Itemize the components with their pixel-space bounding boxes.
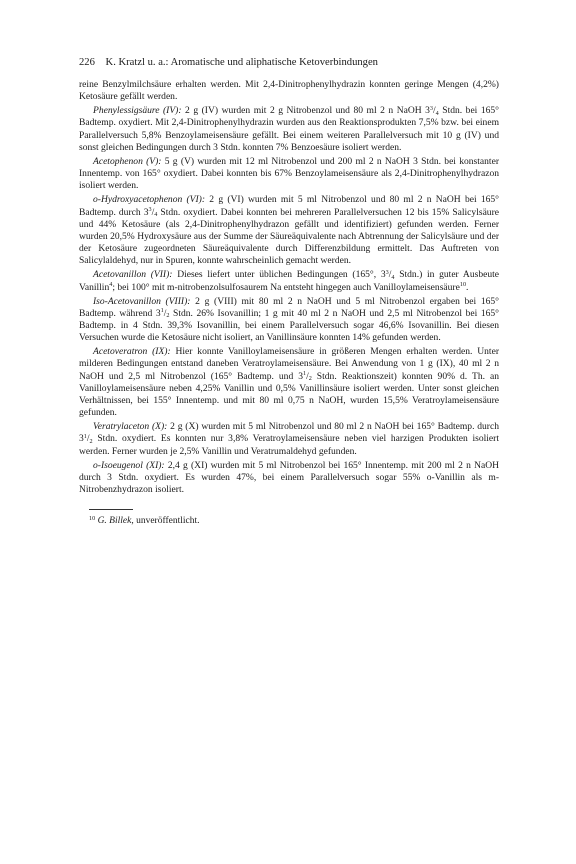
paragraph-text: 2 g (VI) wurden mit 5 ml Nitrobenzol und 80 ml 2 n NaOH bei 165° Badtemp. durch 3 bbox=[79, 194, 499, 218]
compound-heading: Iso-Acetovanillon (VIII): bbox=[93, 295, 191, 307]
compound-heading: Acetovanillon (VII): bbox=[93, 269, 173, 281]
fraction-denominator: 4 bbox=[154, 211, 158, 219]
paragraph-acetovanillon: Acetovanillon (VII): Dieses liefert unter üblichen Bedingungen (165°, $3^3/_4$ Stdn.) in guter Ausbeute Vanillin$^4$; bei 100° mit m-nitrobenzolsulfosaurem Na entsteht hingegen auch Vanilloylameisensäure$^{10}$. bbox=[79, 268, 499, 293]
paragraph-text: reine Benzylmilchsäure erhalten werden. Mit 2,4-Dinitrophenylhydrazin konnten geringe Mengen (4,2%) Ketosäure gefällt werden. bbox=[79, 79, 499, 103]
fraction-denominator: 2 bbox=[308, 375, 312, 383]
paragraph-isoeugenol bbox=[79, 460, 499, 496]
compound-heading: Acetophenon (V): bbox=[93, 155, 162, 167]
paragraph-text: 5 g (V) wurden mit 12 ml Nitrobenzol und 200 ml 2 n NaOH 3 Stdn. bei konstanter Innentemp. von 165° oxydiert. Dabei konnten bis 67% Benzoylameisensäure als 2,4-Dinitrophenylhydrazon isoliert werden. bbox=[79, 155, 500, 192]
paragraph-text: Stdn. oxydiert. Dabei konnten bei mehreren Parallelversuchen 12 bis 15% Salicylsäure und 44% Ketosäure (als 2,4-Dinitrophenylhydrazon gefällt und identifiziert) gefunden werden. Ferner wurden 20,5% Hydroxysäure aus der Summe der Säureäquivalente nach Abtrennung der Salicylsäure und der der Ketosäure zugeordneten Säureäquivalente durch Differenzbildung ermittelt. Das Auftreten von Salicylaldehyd, nur in Spuren, konnte wahrscheinlich gemacht werden. bbox=[79, 206, 499, 267]
fraction-numerator: 3 bbox=[429, 104, 433, 112]
fraction-numerator: 3 bbox=[148, 205, 152, 213]
paragraph-text: . bbox=[466, 281, 469, 293]
footnote bbox=[79, 515, 499, 527]
paragraph-text: ; bei 100° mit m-nitrobenzolsulfosaurem Na entsteht hingegen auch Vanilloylameisensäure bbox=[112, 281, 460, 293]
fraction-numerator: 3 bbox=[385, 268, 389, 276]
paragraph-text: 2 g (VIII) mit 80 ml 2 n NaOH und 5 ml Nitrobenzol ergaben bei 165° Badtemp. während 3 bbox=[79, 295, 499, 319]
fraction-numerator: 1 bbox=[160, 307, 164, 315]
paragraph-text: 2 g (X) wurden mit 5 ml Nitrobenzol und 80 ml 2 n NaOH bei 165° Badtemp. durch 3 bbox=[79, 421, 499, 445]
paragraph-text: Dieses liefert unter üblichen Bedingungen (165°, 3 bbox=[172, 269, 386, 281]
running-title: K. Kratzl u. a.: Aromatische und aliphatische Ketoverbindungen bbox=[105, 57, 378, 68]
footnote-divider bbox=[89, 509, 133, 510]
fraction-denominator: 4 bbox=[435, 109, 439, 117]
compound-heading: Veratrylaceton (X): bbox=[93, 421, 168, 433]
paragraph-text: Stdn. 26% Isovanillin; 1 g mit 40 ml 2 n NaOH und 2,5 ml Nitrobenzol bei 165° Badtemp. in 4 Stdn. 39,3% Isovanillin, bei einem Parallelversuch sogar 46,6% Isovanillin. Bei diesen Versuchen wurde die Ketosäure nicht isoliert, an Vanillinsäure konnten 14% gefunden werden. bbox=[79, 307, 499, 344]
fraction-denominator: 2 bbox=[166, 312, 170, 320]
fraction-numerator: 1 bbox=[302, 370, 307, 377]
document-page bbox=[79, 56, 499, 527]
paragraph-text: Stdn. oxydiert. Es konnten nur 3,8% Veratroylameisensäure neben viel harzigen Produkten isoliert werden. Ferner wurden je 2,5% Vanillin und Veratrumaldehyd gefunden. bbox=[79, 433, 499, 457]
reference-marker: 4 bbox=[109, 280, 113, 288]
fraction-numerator: 1 bbox=[83, 432, 87, 440]
paragraph-text: Stdn. bei 165° Badtemp. oxydiert. Mit 2,4-Dinitrophenylhydrazin wurden aus den Reaktionsprodukten 7,5% bzw. bei einem Parallelversuch 5,8% Benzoylameisensäure gefällt. Bei einem weiteren Parallelversuch mit 10 g (IV) und sonst gleichen Bedingungen durch 3 Stdn. konnten 7% Benzoesäure isoliert werden. bbox=[79, 105, 499, 153]
compound-heading: Phenylessigsäure (IV): bbox=[93, 105, 182, 117]
page-header bbox=[79, 56, 499, 69]
paragraph-hydroxyacetophenon: o-Hydroxyacetophenon (VI): 2 g (VI) wurden mit 5 ml Nitrobenzol und 80 ml 2 n NaOH bei 165° Badtemp. durch $3^3/_4$ Stdn. oxydiert. Dabei konnten bei mehreren Parallelversuchen 12 bis 15% Salicylsäure und 44% Ketosäure (als 2,4-Dinitrophenylhydrazon gefällt und identifiziert) gefunden werden. Ferner wurden 20,5% Hydroxysäure aus der Summe der Säureäquivalente nach Abtrennung der Salicylsäure und der der Ketosäure zugeordneten Säureäquivalente durch Differenzbildung ermittelt. Das Auftreten von Salicylaldehyd, nur in Spuren, konnte wahrscheinlich gemacht werden. bbox=[79, 194, 499, 267]
footnote-number: 10 bbox=[89, 514, 96, 522]
paragraph-text: Hier konnte Vanilloylameisensäure in größeren Mengen erhalten werden. Unter milderen Bedingungen entstand daneben Veratroylameisensäure. Bei Anwendung von 1 g (IX), 40 ml 2 n NaOH und 2,5 ml Nitrobenzol (165° Badtemp. und 3 bbox=[79, 346, 499, 382]
fraction-denominator: 2 bbox=[89, 437, 93, 445]
paragraph-iso-acetovanillon: Iso-Acetovanillon (VIII): 2 g (VIII) mit 80 ml 2 n NaOH und 5 ml Nitrobenzol ergaben bei 165° Badtemp. während $3^1/_2$ Stdn. 26% Isovanillin; 1 g mit 40 ml 2 n NaOH und 2,5 ml Nitrobenzol bei 165° Badtemp. in 4 Stdn. 39,3% Isovanillin, bei einem Parallelversuch sogar 46,6% Isovanillin. Bei diesen Versuchen wurde die Ketosäure nicht isoliert, an Vanillinsäure konnten 14% gefunden werden. bbox=[79, 295, 499, 344]
footnote-author: G. Billek bbox=[97, 516, 132, 527]
footnote-text: , unveröffentlicht. bbox=[131, 516, 200, 527]
paragraph-text: 2 g (IV) wurden mit 2 g Nitrobenzol und 80 ml 2 n NaOH 3 bbox=[181, 105, 430, 117]
paragraph-text: Stdn.) in guter Ausbeute Vanillin bbox=[79, 269, 499, 293]
paragraph-text: 2,4 g (XI) wurden mit 5 ml Nitrobenzol bei 165° Innentemp. mit 200 ml 2 n NaOH durch 3 Stdn. oxydiert. Es wurden 47%, bei einem Parallelversuch sogar 55% o-Vanillin als m-Nitrobenzhydrazon isoliert. bbox=[79, 459, 500, 495]
page-number: 226 bbox=[79, 57, 95, 68]
paragraph-phenylessigsaeure: Phenylessigsäure (IV): 2 g (IV) wurden mit 2 g Nitrobenzol und 80 ml 2 n NaOH $3^3/_4$ Stdn. bei 165° Badtemp. oxydiert. Mit 2,4-Dinitrophenylhydrazin wurden aus den Reaktionsprodukten 7,5% bzw. bei einem Parallelversuch 5,8% Benzoylameisensäure gefällt. Bei einem weiteren Parallelversuch mit 10 g (IV) und sonst gleichen Bedingungen durch 3 Stdn. konnten 7% Benzoesäure isoliert werden. bbox=[79, 104, 499, 153]
paragraph-continuation bbox=[79, 79, 499, 103]
reference-marker: 10 bbox=[459, 280, 467, 288]
body-text bbox=[79, 79, 499, 496]
compound-heading: o-Hydroxyacetophenon (VI): bbox=[93, 194, 206, 206]
fraction-denominator: 4 bbox=[391, 273, 395, 281]
paragraph-acetophenon bbox=[79, 156, 499, 192]
paragraph-acetoveratron: Acetoveratron (IX): Hier konnte Vanilloylameisensäure in größeren Mengen erhalten werden. Unter milderen Bedingungen entstand daneben Veratroylameisensäure. Bei Anwendung von 1 g (IX), 40 ml 2 n NaOH und 2,5 ml Nitrobenzol (165° Badtemp. und $3^1/_2$ Stdn. Reaktionszeit) konnten 90% d. Th. an Vanilloylameisensäure neben 4,25% Vanillin und 0,5% Vanillinsäure isoliert werden. Unter sonst gleichen Verhältnissen, bei 155° Innentemp. und mit 80 ml 0,75 n NaOH, wurden 15,5% Veratroylameisensäure gefunden. bbox=[79, 346, 499, 419]
compound-heading: o-Isoeugenol (XI): bbox=[93, 459, 165, 471]
paragraph-text: Stdn. Reaktionszeit) konnten 90% d. Th. an Vanilloylameisensäure neben 4,25% Vanillin und 0,5% Vanillinsäure isoliert werden. Unter sonst gleichen Verhältnissen, bei 155° Innentemp. und mit 80 ml 0,75 n NaOH, wurden 15,5% Veratroylameisensäure gefunden. bbox=[79, 370, 499, 419]
compound-heading: Acetoveratron (IX): bbox=[93, 346, 171, 358]
paragraph-veratrylaceton: Veratrylaceton (X): 2 g (X) wurden mit 5 ml Nitrobenzol und 80 ml 2 n NaOH bei 165° Badtemp. durch $3^1/_2$ Stdn. oxydiert. Es konnten nur 3,8% Veratroylameisensäure neben viel harzigen Produkten isoliert werden. Ferner wurden je 2,5% Vanillin und Veratrumaldehyd gefunden. bbox=[79, 421, 499, 457]
